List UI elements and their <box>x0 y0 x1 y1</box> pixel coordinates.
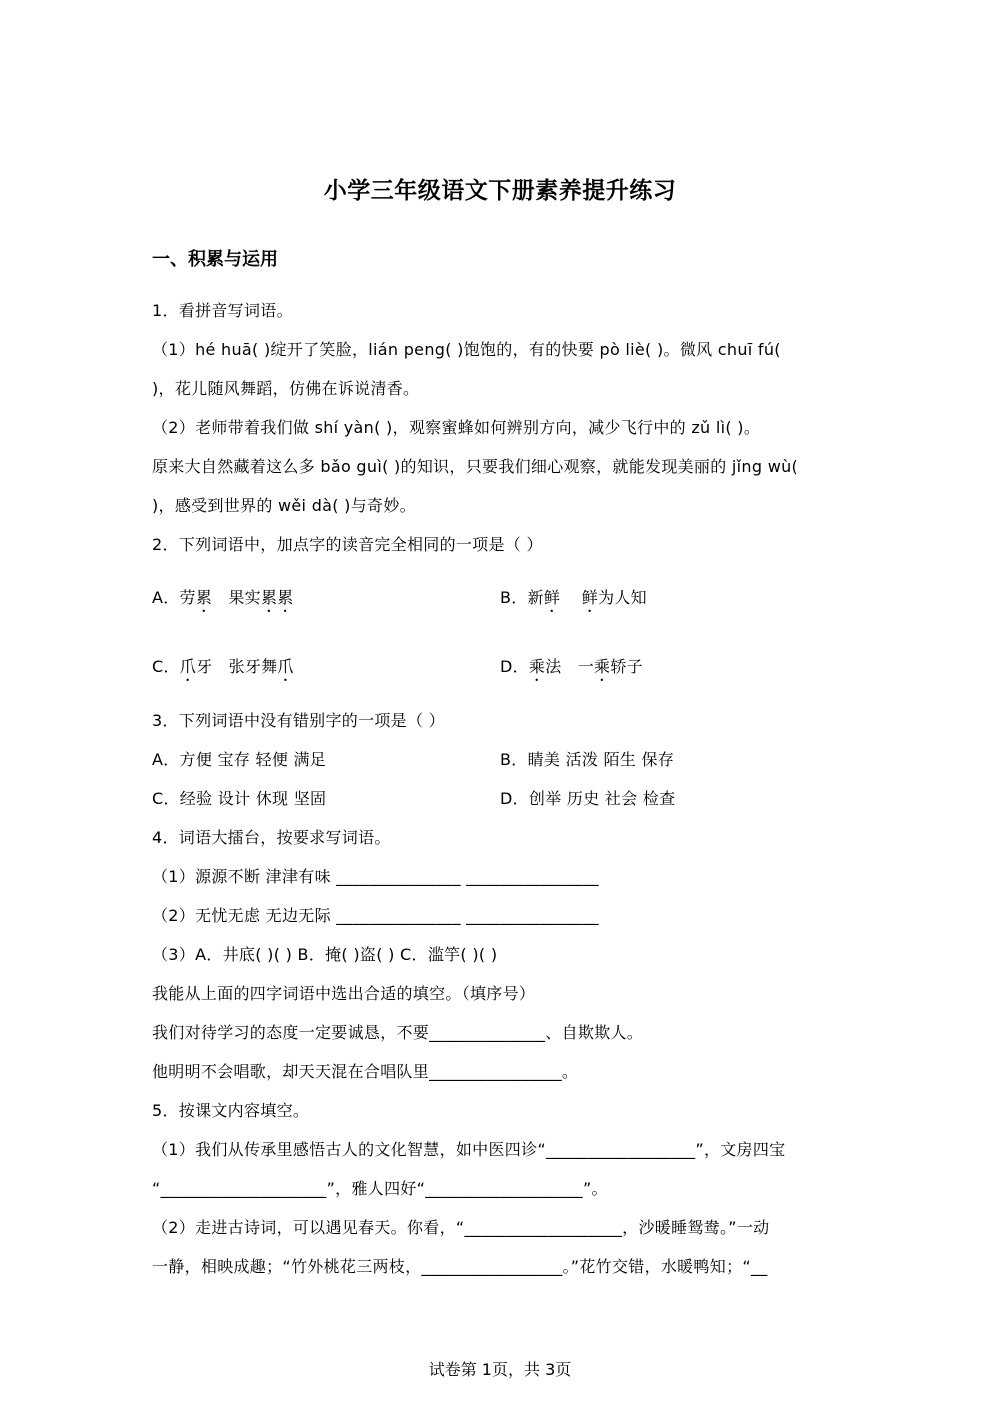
option-text: 牙 <box>196 657 213 676</box>
option-text: 果实 <box>228 588 261 607</box>
option-b <box>500 587 647 616</box>
question-4-line: （1）源源不断 津津有味 _______________ ________________ <box>152 867 599 886</box>
option-d: D．创举 历史 社会 检查 <box>500 789 676 808</box>
question-1-heading: 1．看拼音写词语。 <box>152 301 293 320</box>
question-4-line: （2）无忧无虑 无边无际 _______________ ________________ <box>152 906 599 925</box>
option-a: A．方便 宝存 轻便 满足 <box>152 750 327 769</box>
option-text: 一 <box>577 657 595 676</box>
option-text: 轿子 <box>610 657 643 676</box>
dotted-char: 鲜 <box>581 588 599 607</box>
question-5-line: （2）走进古诗词，可以遇见春天。你看，“___________________，沙暖睡鸳鸯。”一动 <box>152 1218 770 1237</box>
question-5-line: 一静，相映成趣；“竹外桃花三两枝，_________________。”花竹交错，水暖鸭知；“__ <box>152 1257 768 1276</box>
question-4-heading: 4．词语大擂台，按要求写词语。 <box>152 828 391 847</box>
option-c <box>152 656 294 685</box>
page-footer: 试卷第 1页，共 3页 <box>428 1360 572 1379</box>
question-1-line: )，感受到世界的 wěi dà( )与奇妙。 <box>152 496 416 515</box>
question-1-line: （2）老师带着我们做 shí yàn( )，观察蜜蜂如何辨别方向，减少飞行中的 zǔ lì( )。 <box>152 418 761 437</box>
section-heading: 一、积累与运用 <box>152 249 278 270</box>
option-b: B．睛美 活泼 陌生 保存 <box>500 750 675 769</box>
option-label: C． <box>152 657 180 676</box>
question-4-line: （3）A．井底( )( ) B．掩( )盗( ) C．滥竽( )( ) <box>152 945 498 964</box>
option-text: 张牙舞 <box>228 657 278 676</box>
option-label: B． <box>500 588 528 607</box>
option-text: 新 <box>527 588 544 607</box>
dotted-char: 爪 <box>277 657 294 676</box>
option-text: 法 <box>545 657 562 676</box>
option-label: D． <box>500 657 529 676</box>
question-4-line: 我们对待学习的态度一定要诚恳，不要______________、自欺欺人。 <box>152 1023 644 1042</box>
option-label: A． <box>152 588 180 607</box>
dotted-char: 爪 <box>179 657 197 676</box>
question-1-line: )，花儿随风舞蹈，仿佛在诉说清香。 <box>152 379 420 398</box>
question-5-line: （1）我们从传承里感悟古人的文化智慧，如中医四诊“__________________”，文房四宝 <box>152 1140 786 1159</box>
option-c: C．经验 设计 休现 坚固 <box>152 789 327 808</box>
option-text: 劳 <box>179 588 196 607</box>
dotted-char: 鲜 <box>543 588 561 607</box>
dotted-char: 乘 <box>528 657 546 676</box>
question-1-line: （1）hé huā( )绽开了笑脸，lián peng( )饱饱的，有的快要 pò liè( )。微风 chuī fú( <box>152 340 781 359</box>
question-3-heading: 3．下列词语中没有错别字的一项是（ ） <box>152 711 445 730</box>
dotted-char: 乘 <box>594 657 611 676</box>
question-4-line: 我能从上面的四字词语中选出合适的填空。（填序号） <box>152 984 536 1003</box>
question-4-line: 他明明不会唱歌，却天天混在合唱队里________________。 <box>152 1062 579 1081</box>
question-2-heading: 2．下列词语中，加点字的读音完全相同的一项是（ ） <box>152 535 543 554</box>
page-title: 小学三年级语文下册素养提升练习 <box>323 178 677 204</box>
option-d <box>500 656 643 685</box>
option-text: 为人知 <box>598 588 647 607</box>
question-5-line: “____________________”，雅人四好“___________________”。 <box>152 1179 608 1198</box>
dotted-char: 累 <box>195 588 213 607</box>
option-a <box>152 587 294 616</box>
question-5-heading: 5．按课文内容填空。 <box>152 1101 310 1120</box>
dotted-char: 累累 <box>260 588 294 607</box>
question-1-line: 原来大自然藏着这么多 bǎo guì( )的知识，只要我们细心观察，就能发现美丽的 jǐng wù( <box>152 457 799 476</box>
